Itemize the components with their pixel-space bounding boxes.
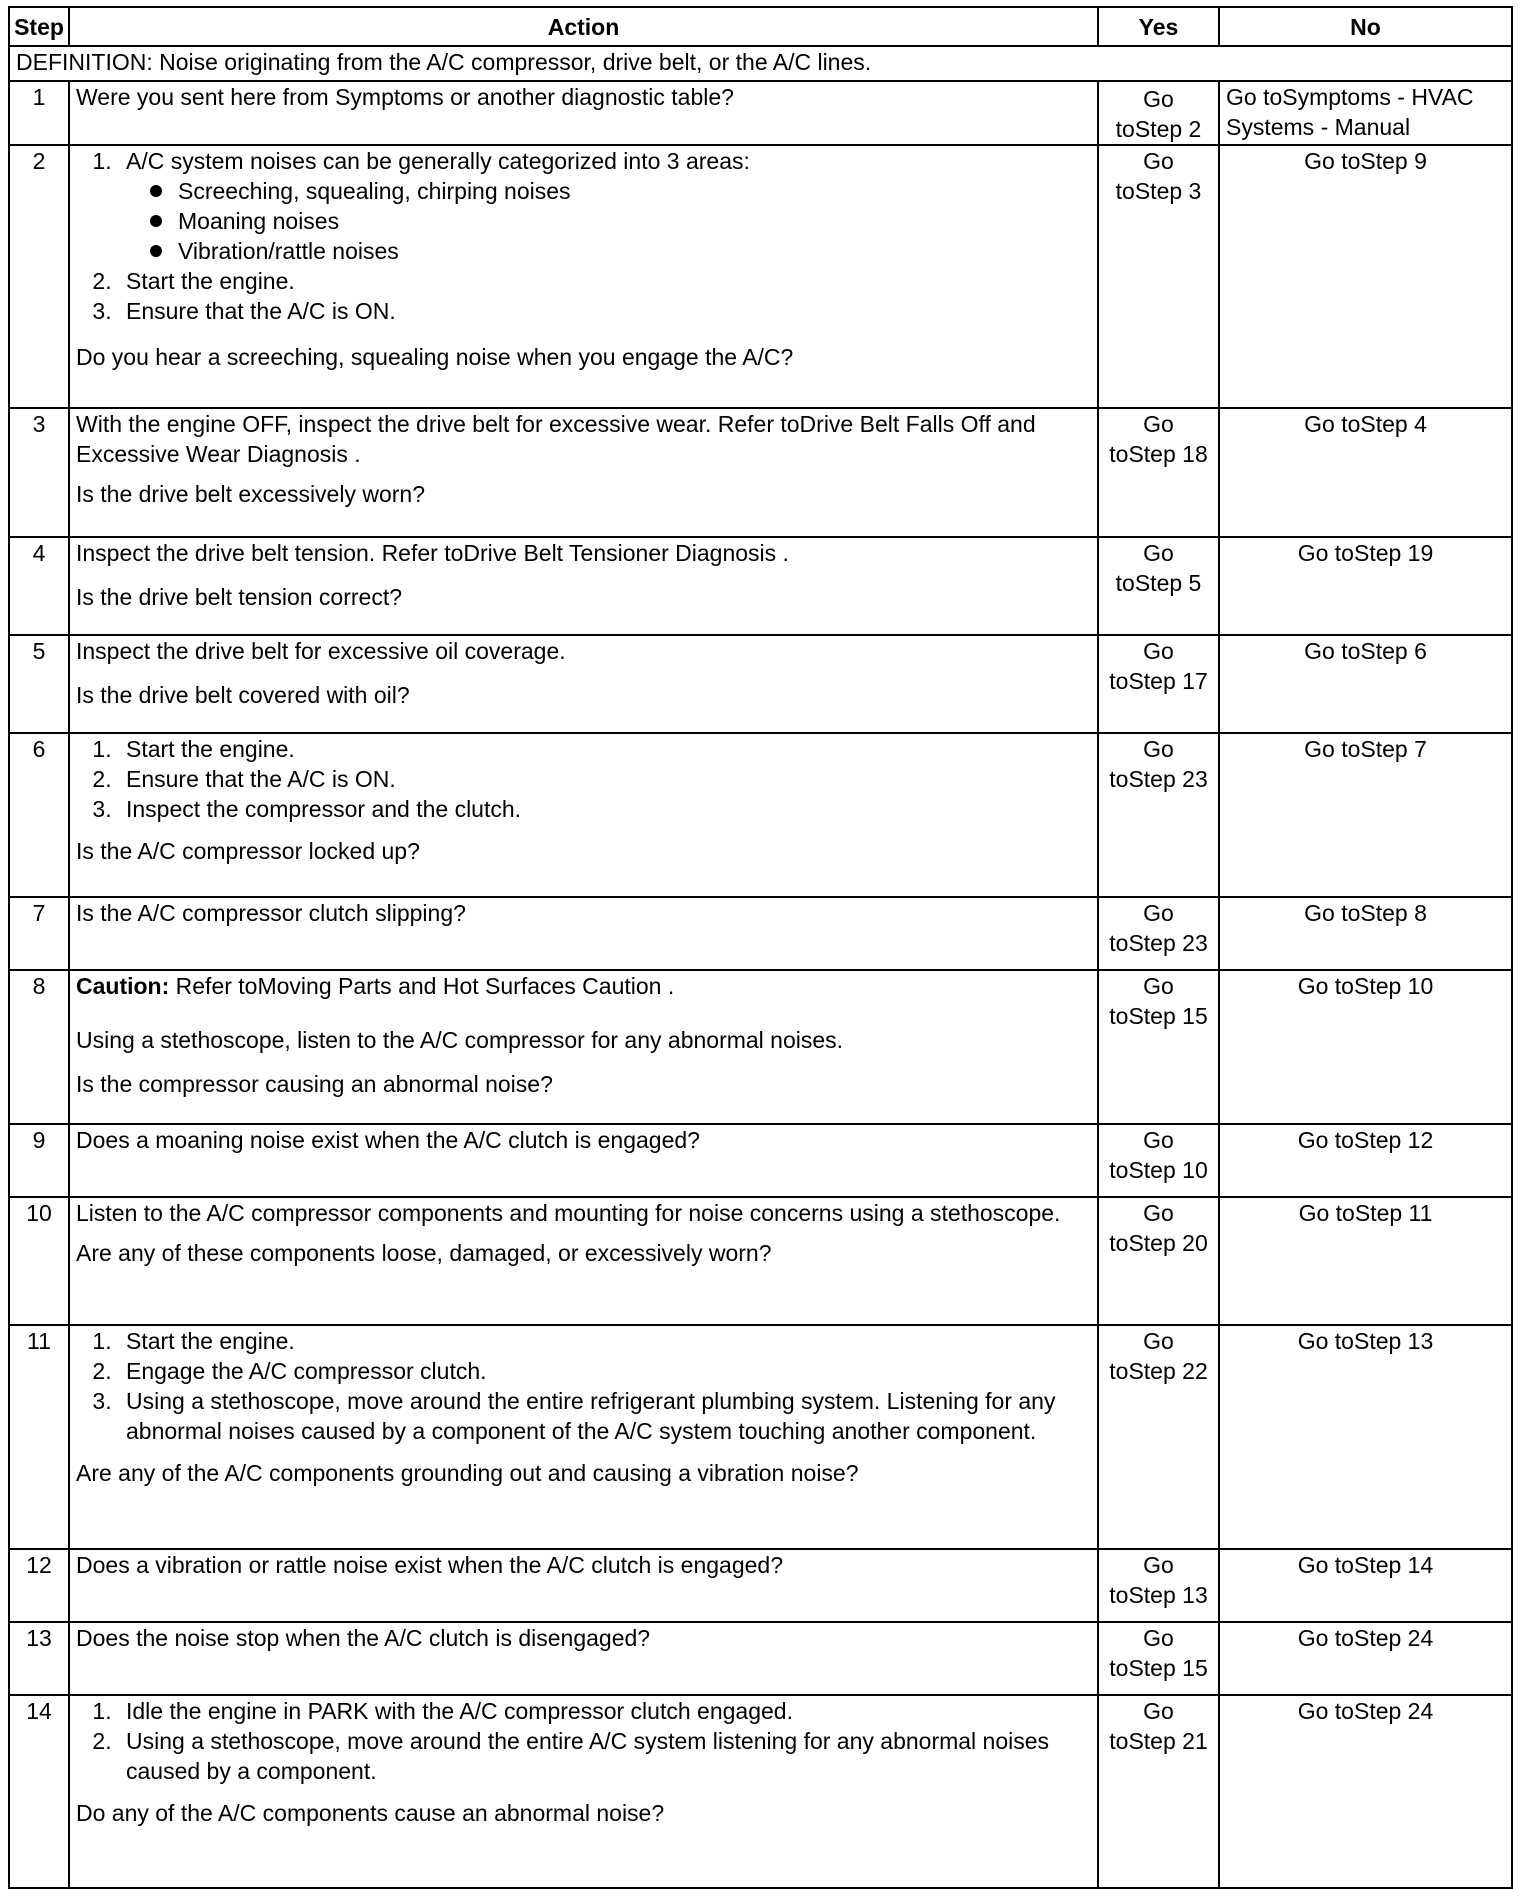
no-cell: Go toStep 4 [1219,408,1512,537]
table-row [9,1325,1512,1549]
instruction-item: 1. Idle the engine in PARK with the A/C compressor clutch engaged. [118,1696,1091,1726]
no-line-1: Go toSymptoms - HVAC [1226,84,1474,110]
yes-cell [1098,733,1219,897]
caution-note [76,971,1091,1001]
action-cell [69,408,1098,537]
definition-text: DEFINITION: Noise originating from the A/C compressor, drive belt, or the A/C lines. [9,46,1512,81]
instruction-item: 2. Engage the A/C compressor clutch. [118,1356,1091,1386]
action-cell [69,145,1098,408]
yes-line-1: Go [1143,1625,1174,1651]
yes-line-1: Go [1143,1328,1174,1354]
step-number: 8 [9,970,69,1124]
yes-line-1: Go [1143,1552,1174,1578]
bullet-item: Moaning noises [174,206,1091,236]
yes-cell [1098,970,1219,1124]
yes-line-2: toStep 23 [1109,766,1208,792]
yes-line-2: toStep 22 [1109,1358,1208,1384]
table-row [9,970,1512,1124]
no-line-2: Systems - Manual [1226,114,1411,140]
yes-line-1: Go [1143,736,1174,762]
no-cell: Go toStep 10 [1219,970,1512,1124]
yes-cell [1098,635,1219,733]
action-cell [69,537,1098,635]
yes-line-1: Go [1143,411,1174,437]
table-row [9,897,1512,970]
no-cell: Go toStep 24 [1219,1695,1512,1888]
yes-line-2: toStep 21 [1109,1728,1208,1754]
no-cell: Go toStep 7 [1219,733,1512,897]
table-row [9,145,1512,408]
no-cell: Go toStep 12 [1219,1124,1512,1197]
yes-cell [1098,1124,1219,1197]
action-cell [69,1622,1098,1695]
yes-cell [1098,897,1219,970]
table-row [9,1549,1512,1622]
table-row [9,733,1512,897]
intro-text: With the engine OFF, inspect the drive belt for excessive wear. Refer toDrive Belt Falls Off and Excessive Wear Diagnosis . [76,411,1036,467]
table-row [9,635,1512,733]
yes-line-2: toStep 5 [1115,570,1202,596]
step-number: 13 [9,1622,69,1695]
step-number: 14 [9,1695,69,1888]
header-row [9,7,1512,46]
instruction-list [76,146,1091,326]
question-text: Is the drive belt covered with oil? [76,682,410,708]
no-cell: Go toStep 6 [1219,635,1512,733]
yes-line-2: toStep 15 [1109,1003,1208,1029]
table-row [9,537,1512,635]
yes-cell [1098,81,1219,145]
yes-line-2: toStep 13 [1109,1582,1208,1608]
bullet-item: Vibration/rattle noises [174,236,1091,266]
instruction-list [76,734,1091,824]
action-cell [69,897,1098,970]
definition-row [9,46,1512,81]
question-text: Do any of the A/C components cause an abnormal noise? [76,1800,665,1826]
step-number: 12 [9,1549,69,1622]
question-text: Is the A/C compressor clutch slipping? [76,900,466,926]
action-cell [69,1695,1098,1888]
action-cell [69,1325,1098,1549]
yes-cell [1098,408,1219,537]
instruction-item: 1. Start the engine. [118,734,1091,764]
step-number: 11 [9,1325,69,1549]
action-cell [69,1124,1098,1197]
table-row [9,1695,1512,1888]
yes-cell [1098,537,1219,635]
action-cell [69,733,1098,897]
no-cell: Go toStep 8 [1219,897,1512,970]
yes-line-2: toStep 20 [1109,1230,1208,1256]
yes-line-2: toStep 17 [1109,668,1208,694]
header-yes: Yes [1098,7,1219,46]
step-number: 6 [9,733,69,897]
question-text: Were you sent here from Symptoms or another diagnostic table? [76,84,734,110]
action-cell [69,635,1098,733]
header-action: Action [69,7,1098,46]
yes-cell [1098,1549,1219,1622]
yes-line-1: Go [1143,1127,1174,1153]
instruction-item: 3. Ensure that the A/C is ON. [118,296,1091,326]
question-text: Is the drive belt excessively worn? [76,481,425,507]
yes-line-2: toStep 2 [1115,116,1202,142]
intro-text: Using a stethoscope, listen to the A/C compressor for any abnormal noises. [76,1027,844,1053]
step-number: 4 [9,537,69,635]
yes-line-2: toStep 15 [1109,1655,1208,1681]
yes-line-1: Go [1143,1698,1174,1724]
table-row [9,1197,1512,1325]
step-number: 2 [9,145,69,408]
caution-text: Refer toMoving Parts and Hot Surfaces Caution . [169,973,675,999]
question-text: Does a moaning noise exist when the A/C clutch is engaged? [76,1127,700,1153]
step-number: 10 [9,1197,69,1325]
intro-text: Inspect the drive belt for excessive oil coverage. [76,638,566,664]
no-cell: Go toStep 19 [1219,537,1512,635]
yes-line-2: toStep 10 [1109,1157,1208,1183]
question-text: Is the A/C compressor locked up? [76,838,420,864]
question-text: Is the compressor causing an abnormal noise? [76,1071,553,1097]
no-cell: Go toStep 11 [1219,1197,1512,1325]
table-row [9,1622,1512,1695]
instruction-item: 2. Ensure that the A/C is ON. [118,764,1091,794]
question-text: Are any of the A/C components grounding out and causing a vibration noise? [76,1460,859,1486]
diagnostic-table [8,6,1513,1889]
instruction-item: 3. Inspect the compressor and the clutch. [118,794,1091,824]
intro-text: Listen to the A/C compressor components and mounting for noise concerns using a stethoscope. [76,1200,1061,1226]
yes-line-1: Go [1143,973,1174,999]
action-cell [69,1549,1098,1622]
step-number: 5 [9,635,69,733]
bullet-list [126,176,1091,266]
yes-cell [1098,1197,1219,1325]
instruction-item: 2. Start the engine. [118,266,1091,296]
instruction-list [76,1696,1091,1786]
yes-line-1: Go [1143,148,1174,174]
yes-cell [1098,1622,1219,1695]
yes-line-1: Go [1143,638,1174,664]
yes-line-1: Go [1143,1200,1174,1226]
instruction-item [118,146,1091,266]
no-cell: Go toStep 24 [1219,1622,1512,1695]
yes-cell [1098,145,1219,408]
table-row [9,408,1512,537]
step-number: 3 [9,408,69,537]
question-text: Does the noise stop when the A/C clutch is disengaged? [76,1625,651,1651]
step-number: 1 [9,81,69,145]
table-row [9,81,1512,145]
caution-label: Caution: [76,973,170,999]
yes-line-2: toStep 23 [1109,930,1208,956]
instruction-text: A/C system noises can be generally categorized into 3 areas: [126,148,750,174]
yes-line-1: Go [1143,900,1174,926]
yes-line-1: Go [1143,540,1174,566]
header-no: No [1219,7,1512,46]
instruction-list [76,1326,1091,1446]
step-number: 9 [9,1124,69,1197]
no-cell: Go toStep 13 [1219,1325,1512,1549]
question-text: Do you hear a screeching, squealing noise when you engage the A/C? [76,344,794,370]
intro-text: Inspect the drive belt tension. Refer toDrive Belt Tensioner Diagnosis . [76,540,789,566]
instruction-item: 3. Using a stethoscope, move around the entire refrigerant plumbing system. Listening for any abnormal noises caused by a component of the A/C system touching another component. [118,1386,1091,1446]
no-cell: Go toStep 14 [1219,1549,1512,1622]
question-text: Is the drive belt tension correct? [76,584,402,610]
yes-line-2: toStep 18 [1109,441,1208,467]
header-step: Step [9,7,69,46]
no-cell [1219,81,1512,145]
question-text: Does a vibration or rattle noise exist when the A/C clutch is engaged? [76,1552,784,1578]
instruction-item: 2. Using a stethoscope, move around the entire A/C system listening for any abnormal noises caused by a component. [118,1726,1091,1786]
yes-line-2: toStep 3 [1115,178,1202,204]
action-cell [69,81,1098,145]
yes-line-1: Go [1143,86,1174,112]
question-text: Are any of these components loose, damaged, or excessively worn? [76,1240,772,1266]
step-number: 7 [9,897,69,970]
instruction-item: 1. Start the engine. [118,1326,1091,1356]
yes-cell [1098,1695,1219,1888]
action-cell [69,970,1098,1124]
bullet-item: Screeching, squealing, chirping noises [174,176,1091,206]
no-cell: Go toStep 9 [1219,145,1512,408]
table-row [9,1124,1512,1197]
yes-cell [1098,1325,1219,1549]
action-cell [69,1197,1098,1325]
